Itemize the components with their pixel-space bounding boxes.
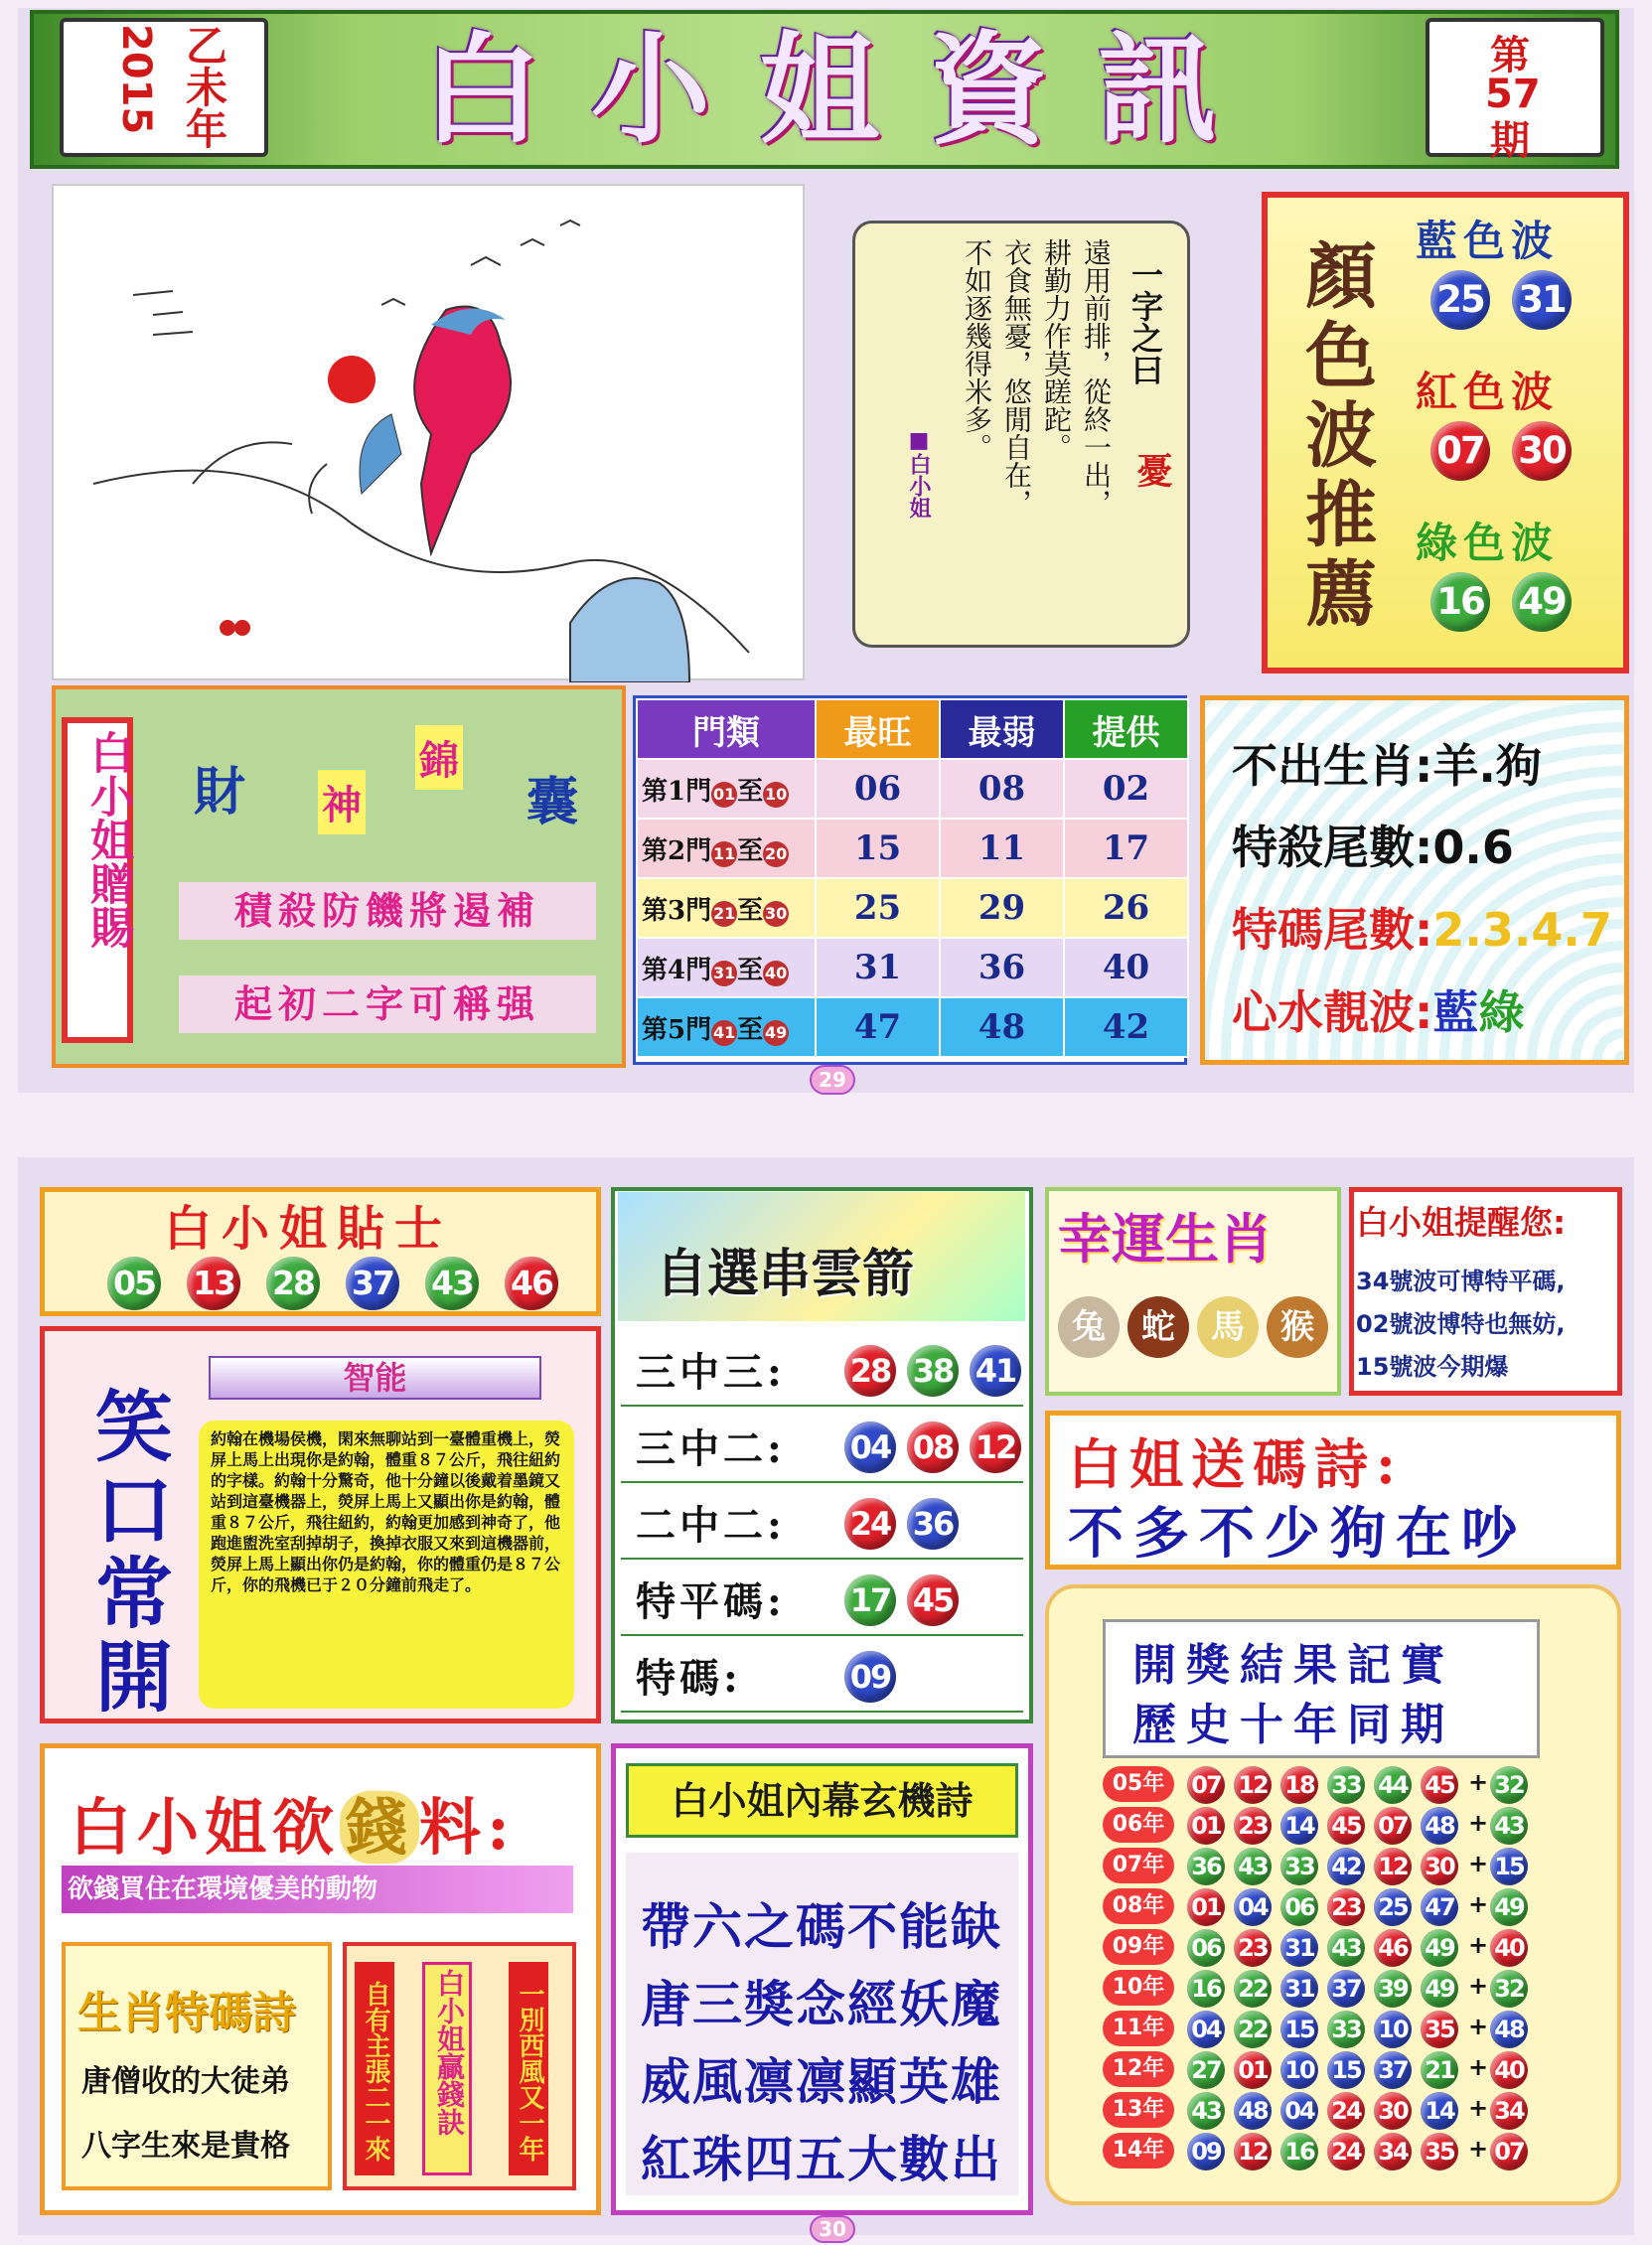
money-banner-center: 白小姐贏錢訣	[422, 1962, 472, 2175]
picks-label: 三中二:	[636, 1425, 786, 1472]
history-special-ball: 40	[1490, 2051, 1528, 2089]
history-ball: 25	[1374, 1888, 1412, 1926]
scroll-title: 一字之曰	[1126, 258, 1164, 385]
remind-line-1: 34號波可博特平碼,	[1356, 1268, 1566, 1295]
door-label: 第3門 21至 30	[637, 878, 816, 938]
tips-l4-blue: 藍	[1432, 985, 1479, 1039]
history-ball: 21	[1421, 2051, 1458, 2089]
picks-label: 特平碼:	[636, 1578, 786, 1625]
history-ball: 45	[1327, 1807, 1365, 1845]
history-plus: +	[1468, 2053, 1489, 2081]
history-ball: 06	[1187, 1929, 1225, 1967]
history-special-ball: 15	[1490, 1848, 1528, 1885]
poem-gift-text: 不多不少狗在吵	[1068, 1501, 1527, 1567]
history-ball: 30	[1421, 1848, 1458, 1885]
tips-l2-value: 0.6	[1432, 821, 1514, 874]
wave-label: 綠色波	[1416, 519, 1560, 567]
door-cell: 36	[940, 938, 1064, 997]
door-cell: 25	[816, 878, 940, 938]
history-plus: +	[1468, 2013, 1489, 2040]
gift-char-3: 錦	[415, 725, 463, 790]
door-table	[636, 698, 1189, 1058]
remind-line-3: 15號波今期爆	[1356, 1353, 1509, 1381]
poem-gift-title: 白姐送碼詩:	[1068, 1432, 1404, 1496]
door-cell: 06	[816, 759, 940, 819]
door-header: 最旺	[816, 699, 940, 759]
history-special-ball: 48	[1490, 2011, 1528, 2048]
money-poem-l1: 唐僧收的大徒弟	[81, 2064, 290, 2099]
picks-ball: 45	[907, 1574, 959, 1626]
door-cell: 26	[1064, 878, 1188, 938]
history-ball: 36	[1187, 1848, 1225, 1885]
door-row	[637, 997, 1188, 1057]
picks-row-line	[621, 1634, 1023, 1636]
history-ball: 31	[1280, 1929, 1318, 1967]
history-ball: 48	[1421, 1807, 1458, 1845]
secret-line-3: 威風凛凛顯英雄	[641, 2052, 1002, 2111]
tips-l1-label: 不出生肖:	[1232, 739, 1433, 793]
remind-line-2: 02號波博特也無妨,	[1356, 1310, 1566, 1338]
history-ball: 07	[1187, 1766, 1225, 1804]
history-ball: 12	[1374, 1848, 1412, 1885]
money-banner-right: 一別西風又一年	[509, 1962, 548, 2175]
history-ball: 30	[1374, 2092, 1412, 2130]
wave-ball: 25	[1430, 270, 1490, 330]
history-ball: 39	[1374, 1970, 1412, 2008]
door-cell: 02	[1064, 759, 1188, 819]
picks-ball: 09	[844, 1651, 896, 1703]
joke-badge: 智能	[209, 1356, 541, 1400]
color-wave-heading: 顏色波推薦	[1293, 238, 1378, 636]
money-title	[70, 1778, 516, 1867]
history-ball: 10	[1280, 2051, 1318, 2089]
picks-ball: 04	[844, 1422, 896, 1473]
door-cell: 11	[940, 819, 1064, 878]
history-special-ball: 07	[1490, 2133, 1528, 2170]
sun	[328, 356, 375, 403]
picks-ball: 36	[907, 1498, 959, 1550]
history-ball: 07	[1374, 1807, 1412, 1845]
picks-title: 自選串雲箭	[656, 1244, 915, 1304]
tieshi-ball: 28	[266, 1257, 320, 1310]
gift-char-2: 神	[318, 770, 366, 834]
history-ball: 12	[1234, 1766, 1272, 1804]
history-ball: 49	[1421, 1929, 1458, 1967]
door-cell: 29	[940, 878, 1064, 938]
history-ball: 04	[1234, 1888, 1272, 1926]
history-ball: 14	[1421, 2092, 1458, 2130]
history-ball: 16	[1280, 2133, 1318, 2170]
lucky-animal-icon: 馬	[1197, 1296, 1259, 1358]
history-ball: 35	[1421, 2133, 1458, 2170]
history-ball: 35	[1421, 2011, 1458, 2048]
money-title-gold: 錢	[340, 1791, 419, 1864]
history-year: 08年	[1103, 1888, 1174, 1924]
secret-line-2: 唐三獎念經妖魔	[641, 1975, 1002, 2033]
door-cell: 15	[816, 819, 940, 878]
history-ball: 15	[1327, 2051, 1365, 2089]
history-ball: 23	[1327, 1888, 1365, 1926]
year-number: 2015	[113, 24, 159, 135]
scroll-line-3: 衣食無憂，悠閒自在，	[1000, 238, 1033, 517]
history-ball: 16	[1187, 1970, 1225, 2008]
secret-line-1: 帶六之碼不能缺	[641, 1897, 1002, 1956]
history-year: 13年	[1103, 2092, 1174, 2128]
remind-title: 白小姐提醒您:	[1356, 1203, 1567, 1242]
history-ball: 37	[1374, 2051, 1412, 2089]
door-cell: 40	[1064, 938, 1188, 997]
wave-label: 紅色波	[1416, 368, 1560, 416]
issue-prefix: 第	[1490, 32, 1530, 78]
history-ball: 18	[1280, 1766, 1318, 1804]
door-row	[637, 819, 1188, 878]
tieshi-ball: 46	[505, 1257, 558, 1310]
lucky-animal-icon: 蛇	[1127, 1296, 1189, 1358]
tips-line-4	[1232, 976, 1524, 1042]
history-ball: 24	[1327, 2092, 1365, 2130]
money-poem-title: 生肖特碼詩	[77, 1988, 296, 2038]
picks-ball: 41	[970, 1345, 1021, 1397]
scroll-author: ■白小姐	[906, 427, 932, 519]
history-ball: 46	[1374, 1929, 1412, 1967]
history-ball: 43	[1187, 2092, 1225, 2130]
picks-label: 三中三:	[636, 1349, 786, 1396]
history-plus: +	[1468, 1809, 1489, 1837]
wave-ball: 16	[1430, 572, 1490, 632]
picks-row-line	[621, 1405, 1023, 1407]
history-plus: +	[1468, 1890, 1489, 1918]
tips-l4-label: 心水靚波:	[1232, 985, 1433, 1039]
history-ball: 22	[1234, 2011, 1272, 2048]
lucky-animal-icon: 猴	[1267, 1296, 1328, 1358]
door-cell: 42	[1064, 997, 1188, 1057]
history-ball: 01	[1234, 2051, 1272, 2089]
history-ball: 33	[1327, 1766, 1365, 1804]
history-ball: 33	[1327, 2011, 1365, 2048]
door-cell: 47	[816, 997, 940, 1057]
history-ball: 44	[1374, 1766, 1412, 1804]
wave-ball: 31	[1512, 270, 1572, 330]
gift-char-4: 囊	[526, 772, 579, 832]
page-number-top: 29	[810, 1065, 855, 1095]
history-plus: +	[1468, 1972, 1489, 2000]
joke-text: 約翰在機場侯機，閑來無聊站到一臺體重機上，熒屏上馬上出現你是約翰，體重８７公斤，飛往紐約的字樣。約翰十分驚奇，他十分鐘以後戴着墨鏡又站到這臺機器上，熒屏上馬上又顯出你是約翰，體重８７公斤，飛往紐約，約翰更加感到神奇了，他跑進盥洗室刮掉胡子，換掉衣服又來到這機器前，熒屏上馬上顯出你仍是約翰，你的體重仍是８７公斤，你的飛機已于２０分鐘前飛走了。	[199, 1421, 574, 1709]
door-label: 第5門 41至 49	[637, 997, 816, 1057]
history-ball: 04	[1280, 2092, 1318, 2130]
door-row	[637, 759, 1188, 819]
wave-label: 藍色波	[1416, 217, 1560, 265]
history-ball: 33	[1280, 1848, 1318, 1885]
history-ball: 27	[1187, 2051, 1225, 2089]
history-ball: 23	[1234, 1807, 1272, 1845]
history-ball: 06	[1280, 1888, 1318, 1926]
history-ball: 43	[1327, 1929, 1365, 1967]
history-title-1: 開獎結果記實	[1132, 1640, 1454, 1691]
picks-ball: 38	[907, 1345, 959, 1397]
history-ball: 12	[1234, 2133, 1272, 2170]
tieshi-ball: 43	[425, 1257, 479, 1310]
door-label: 第1門 01至 10	[637, 759, 816, 819]
tieshi-ball: 37	[346, 1257, 399, 1310]
tips-l2-label: 特殺尾數:	[1232, 821, 1433, 874]
picks-ball: 12	[970, 1422, 1021, 1473]
history-year: 14年	[1103, 2133, 1174, 2169]
door-label: 第2門 11至 20	[637, 819, 816, 878]
history-ball: 43	[1234, 1848, 1272, 1885]
history-ball: 01	[1187, 1888, 1225, 1926]
money-sub: 欲錢買住在環境優美的動物	[62, 1866, 573, 1913]
tips-line-3	[1232, 894, 1612, 960]
tips-line-1	[1232, 730, 1542, 796]
history-ball: 14	[1280, 1807, 1318, 1845]
lucky-animal-icon: 兔	[1058, 1296, 1120, 1358]
scroll-answer: 憂	[1131, 452, 1173, 488]
money-title-a: 白小姐欲	[70, 1791, 341, 1864]
history-ball: 45	[1421, 1766, 1458, 1804]
tips-l3-label: 特碼尾數:	[1232, 903, 1433, 957]
history-year: 10年	[1103, 1970, 1174, 2006]
door-cell: 48	[940, 997, 1064, 1057]
page-number-bottom: 30	[810, 2215, 855, 2243]
picks-label: 特碼:	[636, 1655, 742, 1702]
bird-painting	[52, 184, 805, 680]
door-cell: 17	[1064, 819, 1188, 878]
history-plus: +	[1468, 2094, 1489, 2122]
issue-suffix: 期	[1490, 117, 1530, 164]
history-ball: 31	[1280, 1970, 1318, 2008]
history-year: 12年	[1103, 2051, 1174, 2087]
picks-row-line	[621, 1481, 1023, 1483]
history-special-ball: 49	[1490, 1888, 1528, 1926]
history-ball: 22	[1234, 1970, 1272, 2008]
door-row	[637, 878, 1188, 938]
history-ball: 10	[1374, 2011, 1412, 2048]
page-title: 白小姐資訊	[422, 20, 1267, 160]
tieshi-ball: 13	[187, 1257, 240, 1310]
joke-side: 笑口常開	[82, 1386, 173, 1720]
picks-ball: 24	[844, 1498, 896, 1550]
door-header: 最弱	[940, 699, 1064, 759]
door-cell: 08	[940, 759, 1064, 819]
scroll-line-1: 遠用前排，從終一出，	[1080, 238, 1113, 517]
history-special-ball: 32	[1490, 1766, 1528, 1804]
history-ball: 01	[1187, 1807, 1225, 1845]
history-ball: 48	[1234, 2092, 1272, 2130]
history-title-2: 歷史十年同期	[1132, 1700, 1454, 1750]
picks-ball: 17	[844, 1574, 896, 1626]
history-ball: 42	[1327, 1848, 1365, 1885]
tips-l4-green: 綠	[1478, 985, 1525, 1039]
history-ball: 49	[1421, 1970, 1458, 2008]
history-special-ball: 43	[1490, 1807, 1528, 1845]
door-cell: 31	[816, 938, 940, 997]
history-special-ball: 34	[1490, 2092, 1528, 2130]
tips-l1-value: 羊.狗	[1432, 739, 1542, 793]
door-header: 提供	[1064, 699, 1188, 759]
history-ball: 37	[1327, 1970, 1365, 2008]
wave-ball: 30	[1512, 421, 1572, 481]
gift-line-2: 起初二字可稱强	[179, 975, 596, 1033]
history-special-ball: 40	[1490, 1929, 1528, 1967]
history-ball: 15	[1280, 2011, 1318, 2048]
secret-title: 白小姐內幕玄機詩	[626, 1763, 1018, 1838]
gift-line-1: 積殺防饑將遏補	[179, 882, 596, 940]
history-plus: +	[1468, 1850, 1489, 1877]
tieshi-ball: 05	[107, 1257, 161, 1310]
scroll-line-2: 耕勤力作莫蹉跎。	[1040, 238, 1073, 461]
tieshi-title: 白小姐貼士	[164, 1201, 453, 1257]
picks-ball: 08	[907, 1422, 959, 1473]
door-header: 門類	[637, 699, 816, 759]
picks-label: 二中二:	[636, 1502, 786, 1549]
money-title-c: 料:	[419, 1791, 516, 1864]
history-year: 11年	[1103, 2011, 1174, 2046]
wave-ball: 49	[1512, 572, 1572, 632]
history-plus: +	[1468, 1931, 1489, 1959]
money-poem-l2: 八字生來是貴格	[81, 2129, 290, 2164]
history-year: 09年	[1103, 1929, 1174, 1965]
scroll-line-4: 不如逐幾得米多。	[961, 238, 993, 461]
wave-ball: 07	[1430, 421, 1490, 481]
history-ball: 23	[1234, 1929, 1272, 1967]
history-ball: 47	[1421, 1888, 1458, 1926]
year-cn: 乙未年	[180, 24, 228, 149]
gift-side-text: 白小姐贈賜	[82, 730, 133, 949]
history-year: 07年	[1103, 1848, 1174, 1883]
money-banner-left: 自有主張二一來	[355, 1962, 394, 2175]
picks-ball: 28	[844, 1345, 896, 1397]
history-ball: 09	[1187, 2133, 1225, 2170]
history-ball: 04	[1187, 2011, 1225, 2048]
tips-l3-value: 2.3.4.7	[1432, 903, 1612, 957]
history-ball: 24	[1327, 2133, 1365, 2170]
history-plus: +	[1468, 1768, 1489, 1796]
secret-line-4: 紅珠四五大數出	[641, 2130, 1002, 2188]
history-plus: +	[1468, 2135, 1489, 2163]
history-ball: 34	[1374, 2133, 1412, 2170]
history-year: 05年	[1103, 1766, 1174, 1802]
history-special-ball: 32	[1490, 1970, 1528, 2008]
door-row	[637, 938, 1188, 997]
gift-char-1: 財	[194, 762, 246, 823]
picks-row-line	[621, 1711, 1023, 1713]
tips-line-2	[1232, 812, 1514, 877]
picks-row-line	[621, 1558, 1023, 1560]
issue-number: 57	[1485, 72, 1541, 117]
red-bird	[414, 307, 511, 553]
lucky-title: 幸運生肖	[1058, 1207, 1273, 1271]
bird-illustration	[54, 186, 807, 682]
door-label: 第4門 31至 40	[637, 938, 816, 997]
history-year: 06年	[1103, 1807, 1174, 1843]
